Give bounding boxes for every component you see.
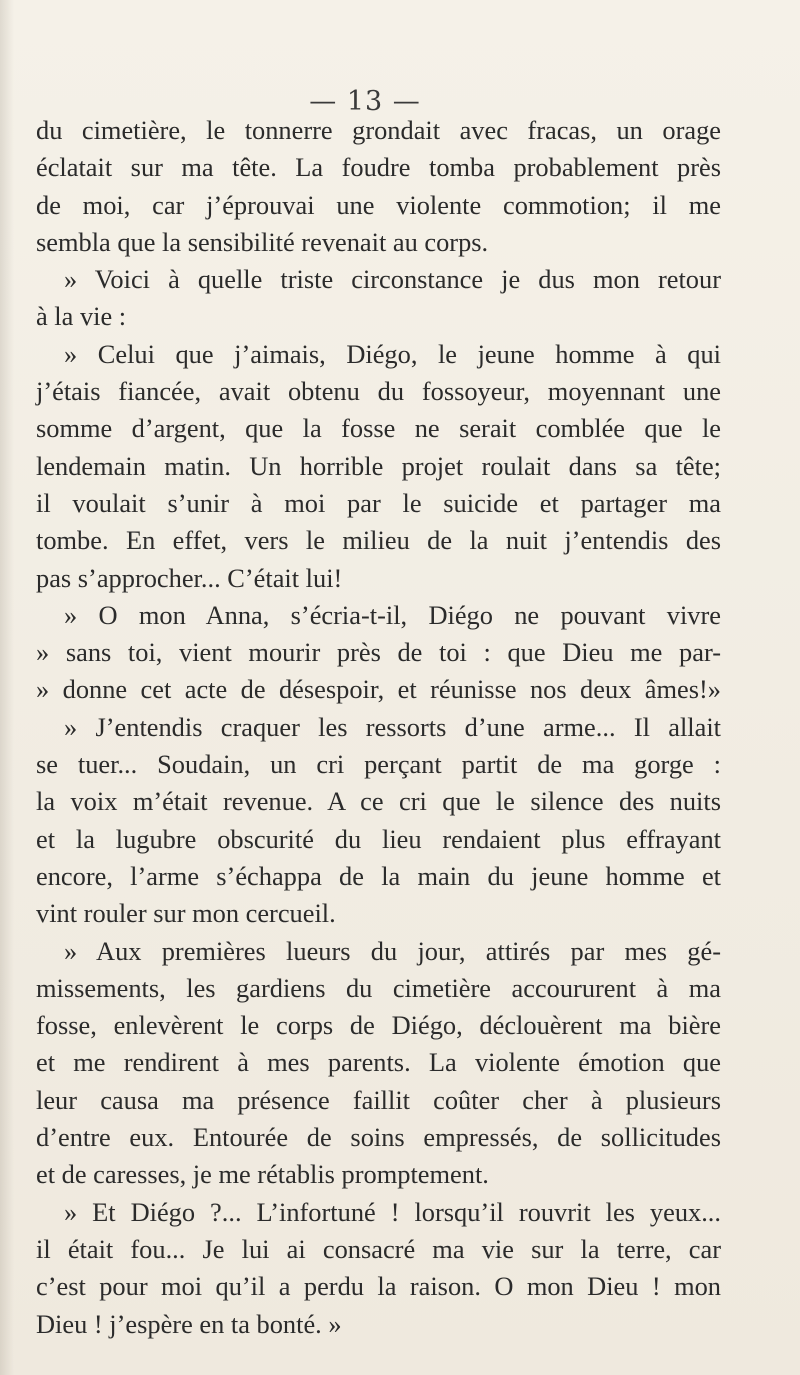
text-line: » Voici à quelle triste circonstance je dus mon retour	[64, 264, 721, 295]
body-text	[36, 112, 721, 1343]
text-line: leur causa ma présence faillit coûter cher à plusieurs	[36, 1084, 721, 1115]
text-line: à la vie :	[36, 301, 127, 332]
text-line: sembla que la sensibilité revenait au corps.	[36, 226, 489, 257]
text-line: j’étais fiancée, avait obtenu du fossoyeur, moyennant une	[36, 376, 721, 407]
text-line: d’entre eux. Entourée de soins empressés, de sollicitudes	[36, 1122, 721, 1153]
text-line: pas s’approcher... C’était lui!	[36, 562, 343, 593]
page-edge-shadow	[0, 0, 14, 1375]
text-line: il voulait s’unir à moi par le suicide et partager ma	[36, 487, 721, 518]
text-line: tombe. En effet, vers le milieu de la nuit j’entendis des	[36, 525, 721, 556]
text-line: et de caresses, je me rétablis promptement.	[36, 1159, 489, 1190]
text-line: de moi, car j’éprouvai une violente commotion; il me	[36, 189, 721, 220]
text-line: lendemain matin. Un horrible projet roulait dans sa tête;	[36, 450, 721, 481]
text-line: éclatait sur ma tête. La foudre tomba probablement près	[36, 152, 721, 183]
text-line: » Aux premières lueurs du jour, attirés par mes gé-	[64, 935, 721, 966]
text-line: » J’entendis craquer les ressorts d’une arme... Il allait	[64, 711, 721, 742]
text-line: la voix m’était revenue. A ce cri que le silence des nuits	[36, 786, 721, 817]
text-line: Dieu ! j’espère en ta bonté. »	[36, 1308, 342, 1339]
text-line: encore, l’arme s’échappa de la main du jeune homme et	[36, 860, 721, 891]
text-line: » Celui que j’aimais, Diégo, le jeune homme à qui	[64, 338, 721, 369]
text-line: fosse, enlevèrent le corps de Diégo, déclouèrent ma bière	[36, 1010, 721, 1041]
text-line: » O mon Anna, s’écria-t-il, Diégo ne pouvant vivre	[64, 599, 721, 630]
text-line: c’est pour moi qu’il a perdu la raison. O mon Dieu ! mon	[36, 1271, 721, 1302]
text-line: il était fou... Je lui ai consacré ma vie sur la terre, car	[36, 1233, 721, 1264]
text-line: » Et Diégo ?... L’infortuné ! lorsqu’il rouvrit les yeux...	[64, 1196, 721, 1227]
text-line: missements, les gardiens du cimetière accoururent à ma	[36, 972, 721, 1003]
text-line: se tuer... Soudain, un cri perçant partit de ma gorge :	[36, 749, 721, 780]
text-line: » sans toi, vient mourir près de toi : que Dieu me par-	[36, 637, 721, 668]
page-number-header: — 13 —	[309, 86, 421, 117]
text-line: du cimetière, le tonnerre grondait avec fracas, un orage	[36, 115, 721, 145]
text-line: vint rouler sur mon cercueil.	[36, 898, 336, 929]
text-line: et me rendirent à mes parents. La violente émotion que	[36, 1047, 721, 1078]
text-line: » donne cet acte de désespoir, et réunisse nos deux âmes!»	[36, 674, 721, 705]
text-line: et la lugubre obscurité du lieu rendaient plus effrayant	[36, 823, 721, 854]
text-line: somme d’argent, que la fosse ne serait comblée que le	[36, 413, 721, 444]
